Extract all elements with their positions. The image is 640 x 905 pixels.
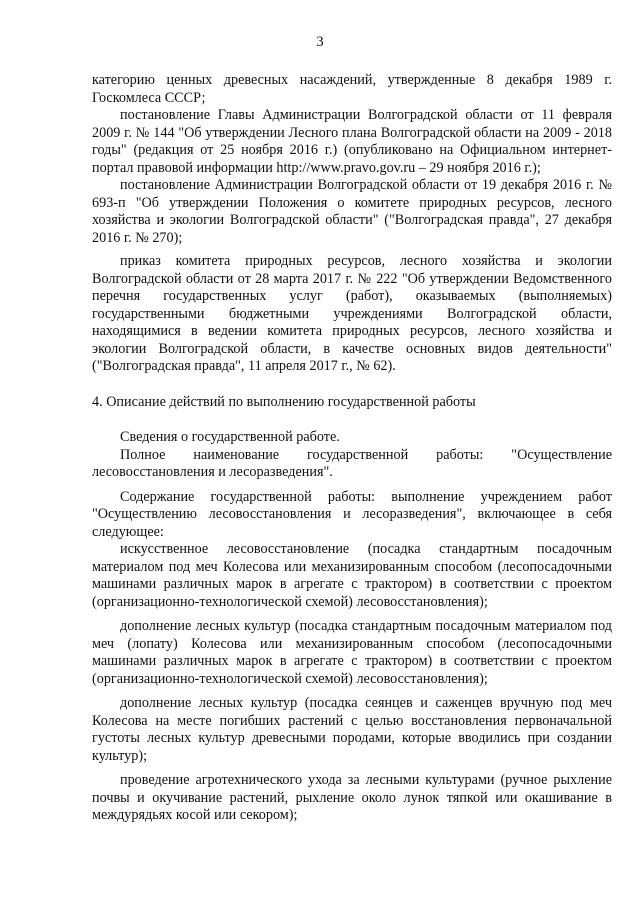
- paragraph-p8: искусственное лесовосстановление (посадка стандартным посадочным материалом под меч Колесова или механизированным способом (лесопосадочными машинами различных марок в агрегате с трактором) в соответствии с проектом (организационно-технологической схемой) лесовосстановления);: [92, 541, 612, 610]
- paragraph-p2: постановление Главы Администрации Волгоградской области от 11 февраля 2009 г. № 144 "Об утверждении Лесного плана Волгоградской области на 2009 - 2018 годы" (редакция от 25 ноября 2016 г.) (опубликовано на Официальном интернет-портал правовой информации http://www.pravo.gov.ru – 29 ноября 2016 г.);: [92, 107, 612, 176]
- paragraph-p3: постановление Администрации Волгоградской области от 19 декабря 2016 г. № 693-п "Об утверждении Положения о комитете природных ресурсов, лесного хозяйства и экологии Волгоградской области" ("Волгоградская правда", 27 декабря 2016 г. № 270);: [92, 177, 612, 246]
- paragraph-p1: категорию ценных древесных насаждений, утвержденные 8 декабря 1989 г. Госкомлеса СССР;: [92, 72, 612, 106]
- paragraph-p10: дополнение лесных культур (посадка сеянцев и саженцев вручную под меч Колесова на месте погибших растений с целью восстановления первоначальной густоты лесных культур древесными породами, которые вводились при создании культур);: [92, 695, 612, 764]
- document-body: [92, 72, 612, 825]
- paragraph-p5: Сведения о государственной работе.: [120, 429, 340, 445]
- paragraph-p6: Полное наименование государственной работы: "Осуществление лесовосстановления и лесоразведения".: [92, 446, 612, 480]
- paragraph-p4: приказ комитета природных ресурсов, лесного хозяйства и экологии Волгоградской области от 28 марта 2017 г. № 222 "Об утверждении Ведомственного перечня государственных услуг (работ), оказываемых (выполняемых) государственными бюджетными учреждениями Волгоградской области, находящимися в ведении комитета природных ресурсов, лесного хозяйства и экологии Волгоградской области, в качестве основных видов деятельности" ("Волгоградская правда", 11 апреля 2017 г., № 62).: [92, 253, 612, 374]
- paragraph-p7: Содержание государственной работы: выполнение учреждением работ "Осуществлению лесовосстановления и лесоразведения", включающее в себя следующее:: [92, 488, 612, 540]
- paragraph-p11: проведение агротехнического ухода за лесными культурами (ручное рыхление почвы и окучивание растений, рыхление около лунок тяпкой или окашивание в междурядьях косой или секором);: [92, 772, 612, 823]
- paragraph-p9: дополнение лесных культур (посадка стандартным посадочным материалом под меч (лопату) Колесова или механизированным способом (лесопосадочными машинами различных марок в агрегате с трактором) в соответствии с проектом (организационно-технологической схемой) лесовосстановления);: [92, 618, 612, 687]
- section-heading: 4. Описание действий по выполнению государственной работы: [92, 393, 476, 410]
- page-number: 3: [316, 34, 324, 50]
